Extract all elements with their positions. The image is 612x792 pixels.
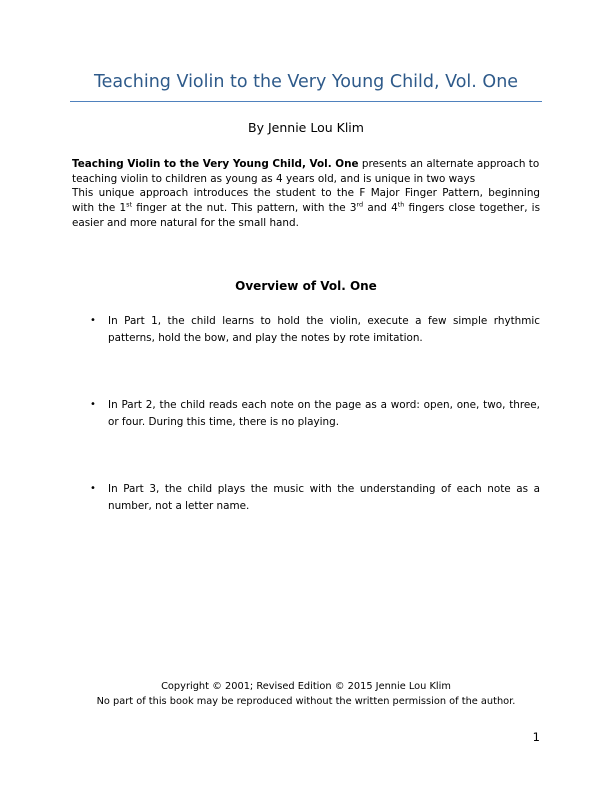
intro-sup-4th: th: [397, 200, 405, 209]
intro-sup-1st: st: [126, 200, 133, 209]
copyright-notice: [40, 680, 572, 709]
bullet-glyph: •: [90, 315, 96, 326]
document-title: Teaching Violin to the Very Young Child, Vol. One: [93, 72, 519, 92]
intro-section: [72, 157, 540, 231]
intro-paragraph-2: [72, 186, 540, 230]
intro-paragraph-1: [72, 157, 540, 186]
overview-bullet-part-3: [90, 481, 540, 514]
copyright-line-1: Copyright © 2001; Revised Edition © 2015 Jennie Lou Klim: [161, 681, 451, 692]
bullet-text: In Part 2, the child reads each note on the page as a word: open, one, two, three, or four. During this time, there is no playing.: [108, 399, 540, 428]
intro-bold-lead: Teaching Violin to the Very Young Child, Vol. One: [72, 158, 359, 170]
page-number: 1: [532, 730, 540, 744]
title-underline-rule: [70, 101, 542, 102]
bullet-glyph: •: [90, 483, 96, 494]
bullet-text: In Part 1, the child learns to hold the violin, execute a few simple rhythmic patterns, hold the bow, and play the notes by rote imitation.: [108, 315, 540, 344]
overview-heading: Overview of Vol. One: [235, 279, 377, 293]
copyright-line-2: No part of this book may be reproduced without the written permission of the author.: [96, 695, 516, 707]
author-byline: By Jennie Lou Klim: [248, 120, 364, 135]
intro-p2-end: fingers close together, is easier and more natural for the small hand.: [72, 202, 540, 229]
overview-bullet-part-1: [90, 313, 540, 346]
intro-line1-rest: presents an alternate approach to teaching violin to children as young as 4 years old, and is unique in two ways: [72, 158, 540, 185]
intro-p2-after-1st: finger at the nut. This pattern, with the 3: [132, 202, 357, 215]
bullet-text: In Part 3, the child plays the music with the understanding of each note as a number, not a letter name.: [108, 483, 540, 512]
intro-p2-and: and 4: [363, 202, 398, 215]
intro-p2-before-1st: This unique approach introduces the student to the F Major Finger Pattern, beginning with the 1: [72, 187, 540, 215]
intro-sup-3rd: rd: [356, 200, 364, 209]
overview-bullet-part-2: [90, 397, 540, 430]
bullet-glyph: •: [90, 399, 96, 410]
